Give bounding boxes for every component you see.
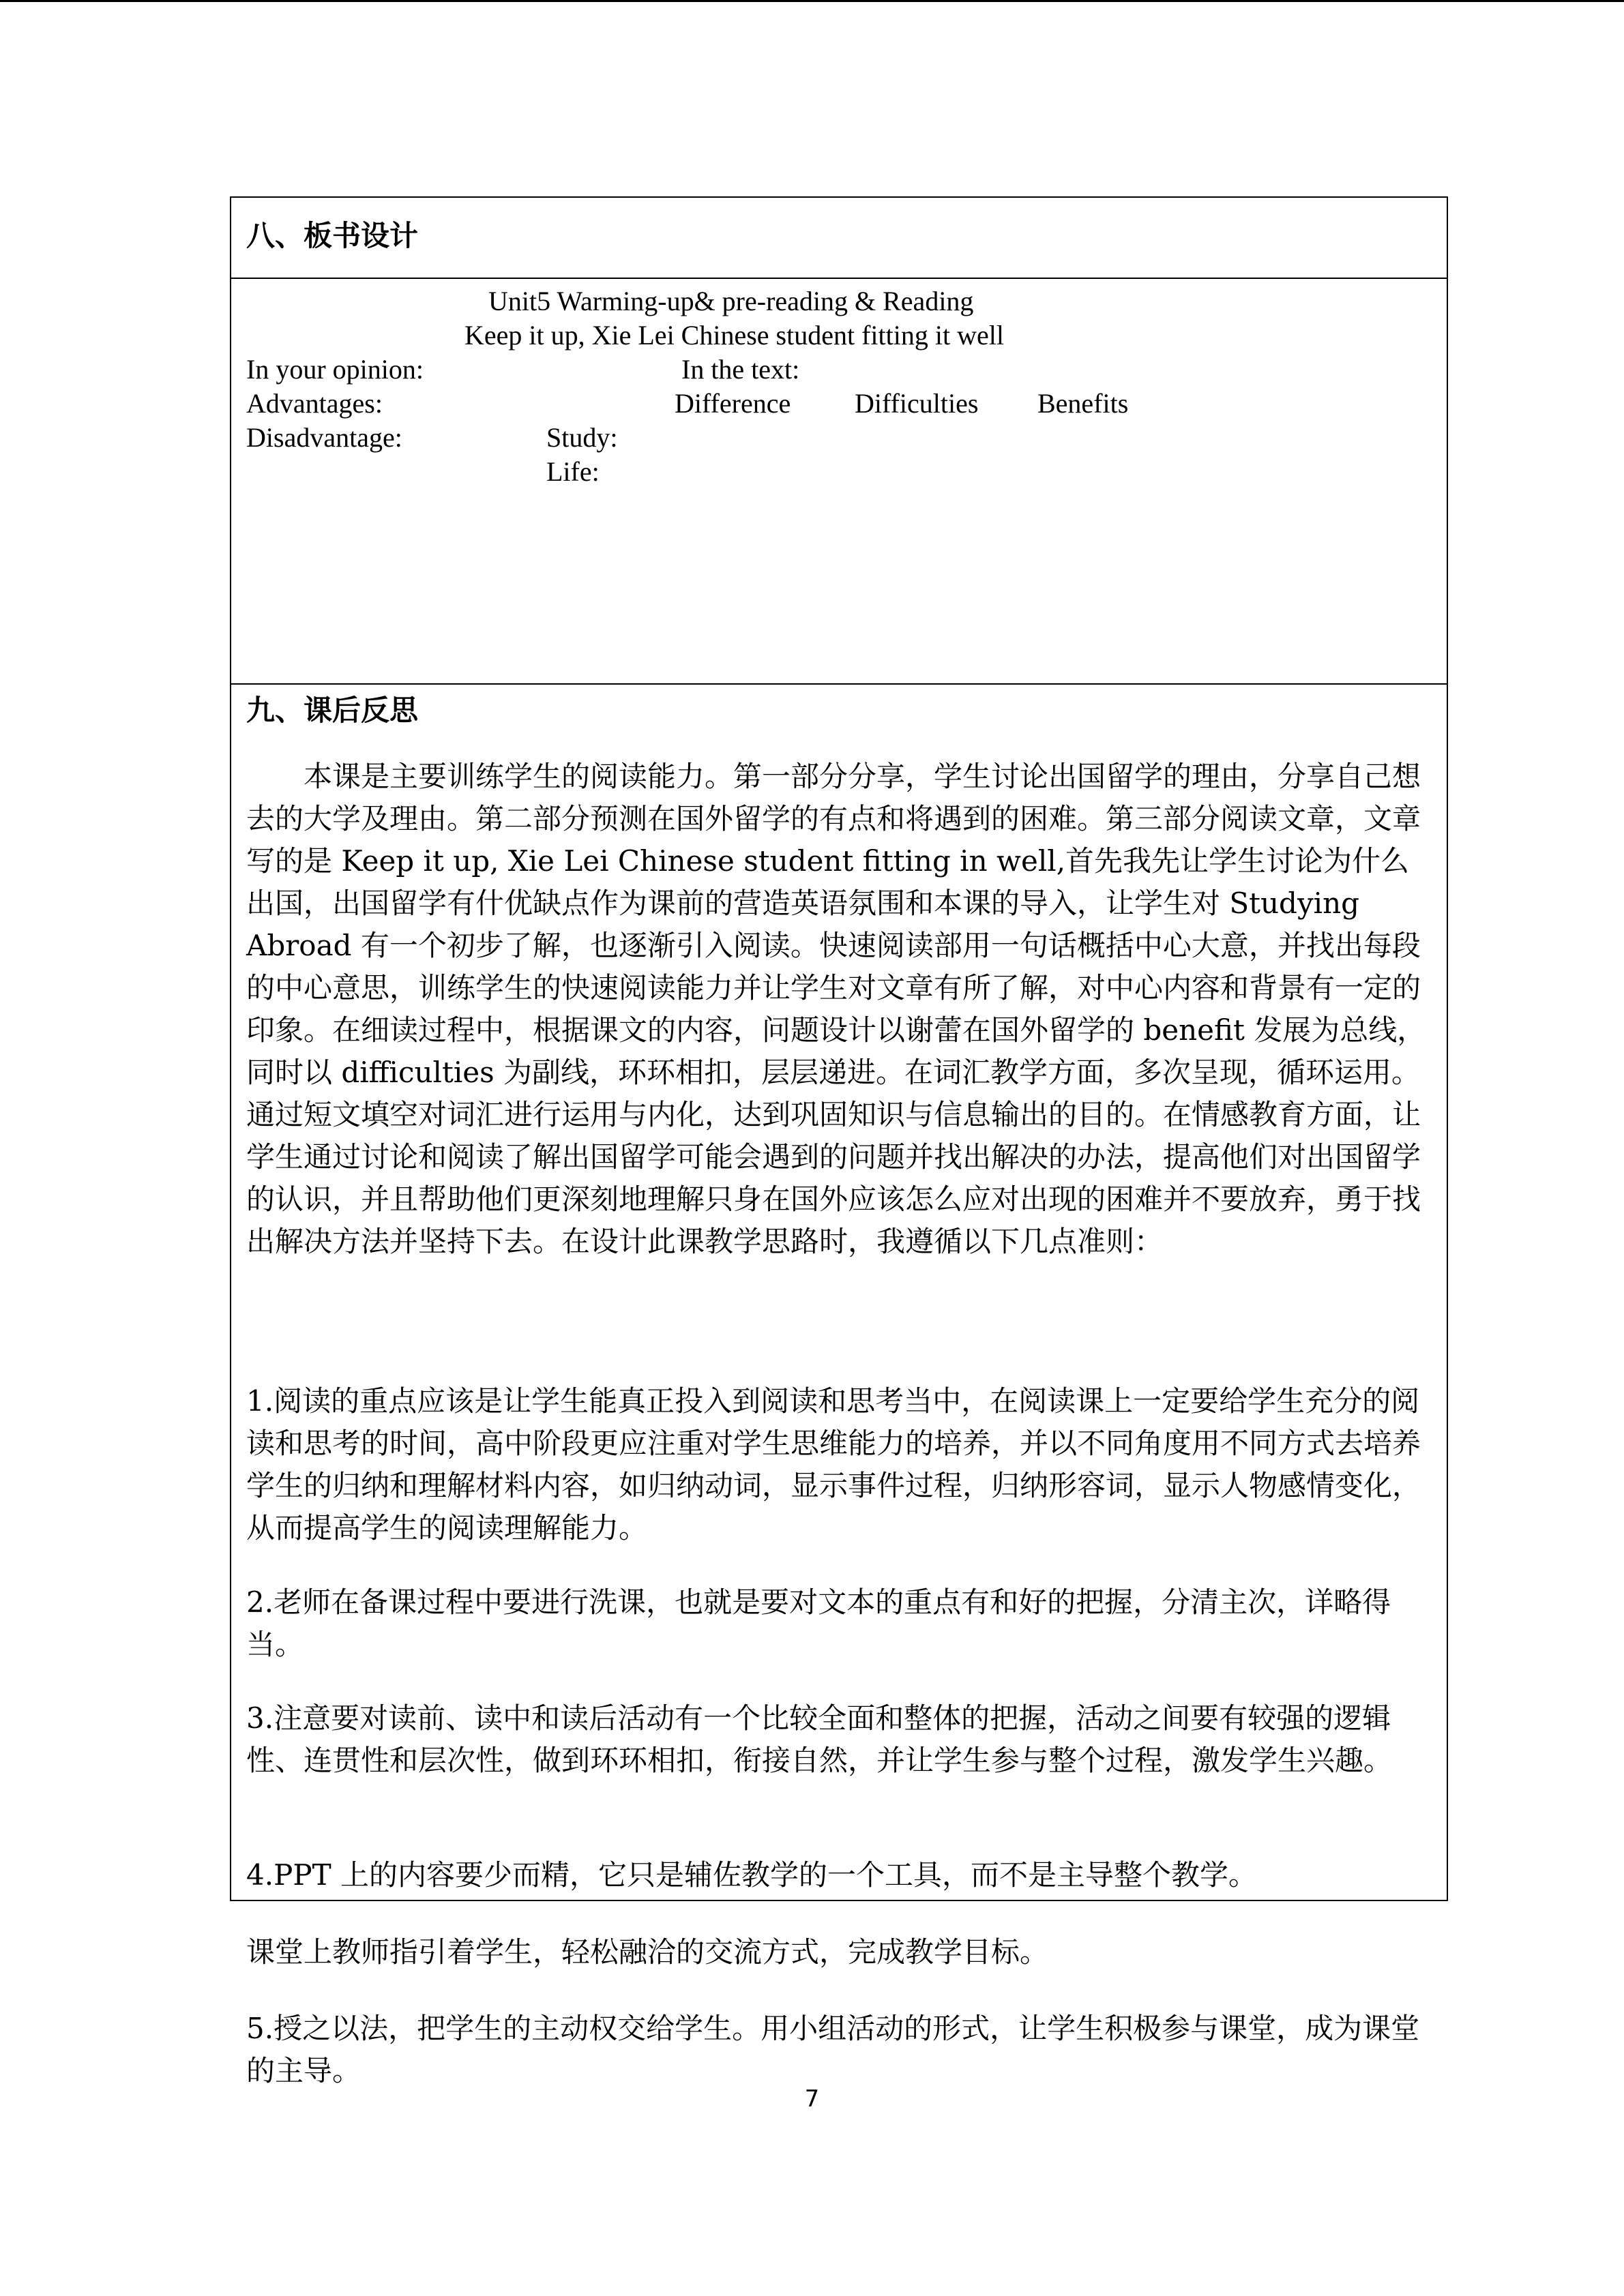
top-rule [0, 0, 1624, 2]
board-life: Life: [546, 456, 600, 487]
board-opinion-label: In your opinion: [246, 354, 424, 385]
reflection-point-3: 3.注意要对读前、读中和读后活动有一个比较全面和整体的把握，活动之间要有较强的逻辑性、连贯性和层次性，做到环环相扣，衔接自然，并让学生参与整个过程，激发学生兴趣。 [246, 1701, 1393, 1777]
section8-heading-row [231, 198, 1447, 278]
reflection-point-4: 4.PPT 上的内容要少而精，它只是辅佐教学的一个工具，而不是主导整个教学。 [246, 1858, 1257, 1892]
section9-reflection [231, 683, 1447, 2087]
section8-heading: 八、板书设计 [246, 219, 419, 252]
board-text-label: In the text: [681, 354, 800, 385]
board-disadvantage: Disadvantage: [246, 422, 402, 453]
lesson-plan-table [230, 196, 1448, 2087]
reflection-point-2: 2.老师在备课过程中要进行洗课，也就是要对文本的重点有和好的把握，分清主次，详略得当。 [246, 1585, 1391, 1661]
board-difference: Difference [675, 388, 791, 419]
board-title: Unit5 Warming-up& pre-reading & Reading [488, 286, 974, 316]
board-subtitle: Keep it up, Xie Lei Chinese student fitting it well [464, 320, 1004, 351]
reflection-intro: 本课是主要训练学生的阅读能力。第一部分分享，学生讨论出国留学的理由，分享自己想去的大学及理由。第二部分预测在国外留学的有点和将遇到的困难。第三部分阅读文章，文章写的是 Keep it up, Xie Lei Chinese student fitting in well,首先我先让学生讨论为什么出国，出国留学有什优缺点作为课前的营造英语氛围和本课的导入，让学生对 Studying Abroad 有一个初步了解，也逐渐引入阅读。快速阅读部用一句话概括中心大意，并找出每段的中心意思，训练学生的快速阅读能力并让学生对文章有所了解，对中心内容和背景有一定的印象。在细读过程中，根据课文的内容，问题设计以谢蕾在国外留学的 benefit 发展为总线，同时以 difficulties 为副线，环环相扣，层层递进。在词汇教学方面，多次呈现，循环运用。通过短文填空对词汇进行运用与内化，达到巩固知识与信息输出的目的。在情感教育方面，让学生通过讨论和阅读了解出国留学可能会遇到的问题并找出解决的办法，提高他们对出国留学的认识，并且帮助他们更深刻地理解只身在国外应该怎么应对出现的困难并不要放弃，勇于找出解决方法并坚持下去。在设计此课教学思路时，我遵循以下几点准则： [246, 760, 1426, 1258]
board-study: Study: [546, 422, 618, 453]
reflection-point-4-note: 课堂上教师指引着学生，轻松融洽的交流方式，完成教学目标。 [246, 1935, 1049, 1969]
board-design [231, 278, 1447, 683]
section9-heading: 九、课后反思 [246, 694, 419, 727]
board-difficulties: Difficulties [855, 388, 979, 419]
reflection-point-1: 1.阅读的重点应该是让学生能真正投入到阅读和思考当中，在阅读课上一定要给学生充分的阅读和思考的时间，高中阶段更应注重对学生思维能力的培养，并以不同角度用不同方式去培养学生的归纳和理解材料内容，如归纳动词，显示事件过程，归纳形容词，显示人物感情变化，从而提高学生的阅读理解能力。 [246, 1384, 1421, 1545]
reflection-point-5: 5.授之以法，把学生的主动权交给学生。用小组活动的形式，让学生积极参与课堂，成为课堂的主导。 [246, 2012, 1420, 2087]
board-benefits: Benefits [1037, 388, 1129, 419]
page-number: 7 [804, 2085, 820, 2113]
board-advantages: Advantages: [246, 388, 383, 419]
